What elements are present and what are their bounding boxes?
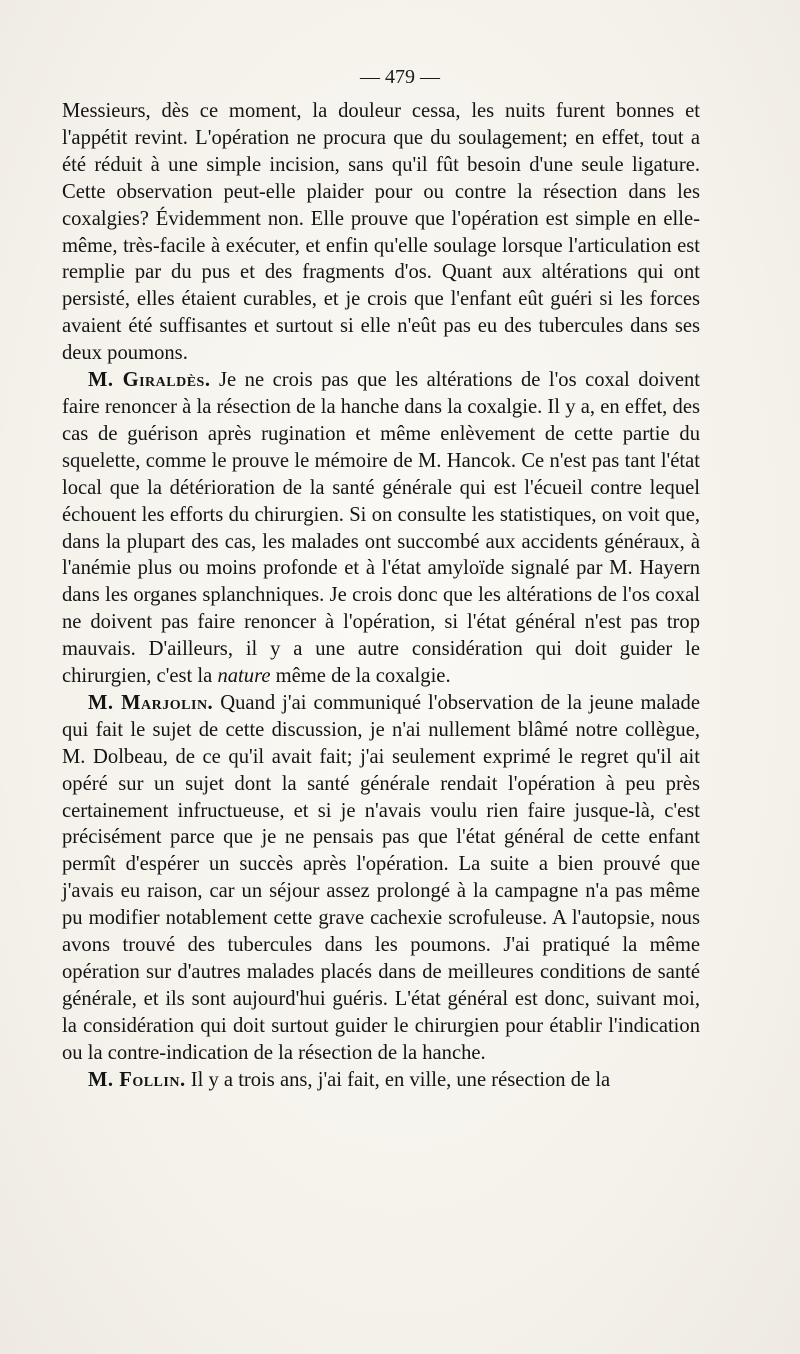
emphasized-word: nature <box>217 665 271 688</box>
paragraph-text: Quand j'ai communiqué l'observation de la jeune malade qui fait le sujet de cette discussion, je n'ai nullement blâmé notre collègue, M. Dolbeau, de ce qu'il avait fait; j'ai seulement exprimé le regret qu'il ait opéré sur un sujet dont la santé générale rendait l'opération à peu près certainement infructueuse, et si je n'avais voulu rien faire jusque-là, c'est précisément parce que je ne pensais pas que l'état général de cette enfant permît d'espérer un succès après l'opération. La suite a bien prouvé que j'avais eu raison, car un séjour assez prolongé à la campagne n'a pas même pu modifier notablement cette grave cachexie scrofuleuse. A l'autopsie, nous avons trouvé des tubercules dans les poumons. J'ai pratiqué la même opération sur d'autres malades placés dans de meilleures conditions de santé générale, et ils sont aujourd'hui guéris. L'état général est donc, suivant moi, la considération qui doit surtout guider le chirurgien pour établir l'indication ou la contre-indication de la résection de la hanche. <box>62 691 700 1064</box>
paragraph-text: Je ne crois pas que les altérations de l'os coxal doivent faire renoncer à la résection de la hanche dans la coxalgie. Il y a, en effet, des cas de guérison après rugination et même enlèvement de cette partie du squelette, comme le prouve le mémoire de M. Hancok. Ce n'est pas tant l'état local que la détérioration de la santé générale qui est l'écueil contre lequel échouent les efforts du chirurgien. Si on consulte les statistiques, on voit que, dans la plupart des cas, les malades ont succombé aux accidents généraux, à l'anémie plus ou moins profonde et à l'état amyloïde signalé par M. Hayern dans les organes splanchniques. Je crois donc que les altérations de l'os coxal ne doivent pas faire renoncer à l'opération, si l'état général n'est pas trop mauvais. D'ailleurs, il y a une autre considération qui doit guider le chirurgien, c'est la <box>62 369 700 688</box>
paragraph-text: Il y a trois ans, j'ai fait, en ville, une résection de la <box>190 1068 611 1091</box>
speaker-name: M. Follin. <box>88 1068 186 1091</box>
paragraph-text-end: même de la coxalgie. <box>275 665 451 688</box>
paragraph-follin <box>62 1067 700 1094</box>
paragraph-marjolin <box>62 690 700 1067</box>
speaker-name: M. Marjolin. <box>88 691 214 714</box>
page-number: — 479 — <box>360 66 440 88</box>
speaker-name: M. Giraldès. <box>88 369 211 392</box>
body-text <box>62 98 700 1094</box>
paragraph-giraldes <box>62 367 700 690</box>
paragraph-continuation <box>62 98 700 367</box>
paragraph-text: Messieurs, dès ce moment, la douleur cessa, les nuits furent bonnes et l'appétit revint. L'opération ne procura que du soulagement; en effet, tout a été réduit à une simple incision, sans qu'il fût besoin d'une seule ligature. Cette observation peut-elle plaider pour ou contre la résection dans les coxalgies? Évidemment non. Elle prouve que l'opération est simple en elle-même, très-facile à exécuter, et enfin qu'elle soulage lorsque l'articulation est remplie par du pus et des fragments d'os. Quant aux altérations qui ont persisté, elles étaient curables, et je crois que l'enfant eût guéri si les forces avaient été suffisantes et surtout si elle n'eût pas eu des tubercules dans ses deux poumons. <box>62 100 700 365</box>
